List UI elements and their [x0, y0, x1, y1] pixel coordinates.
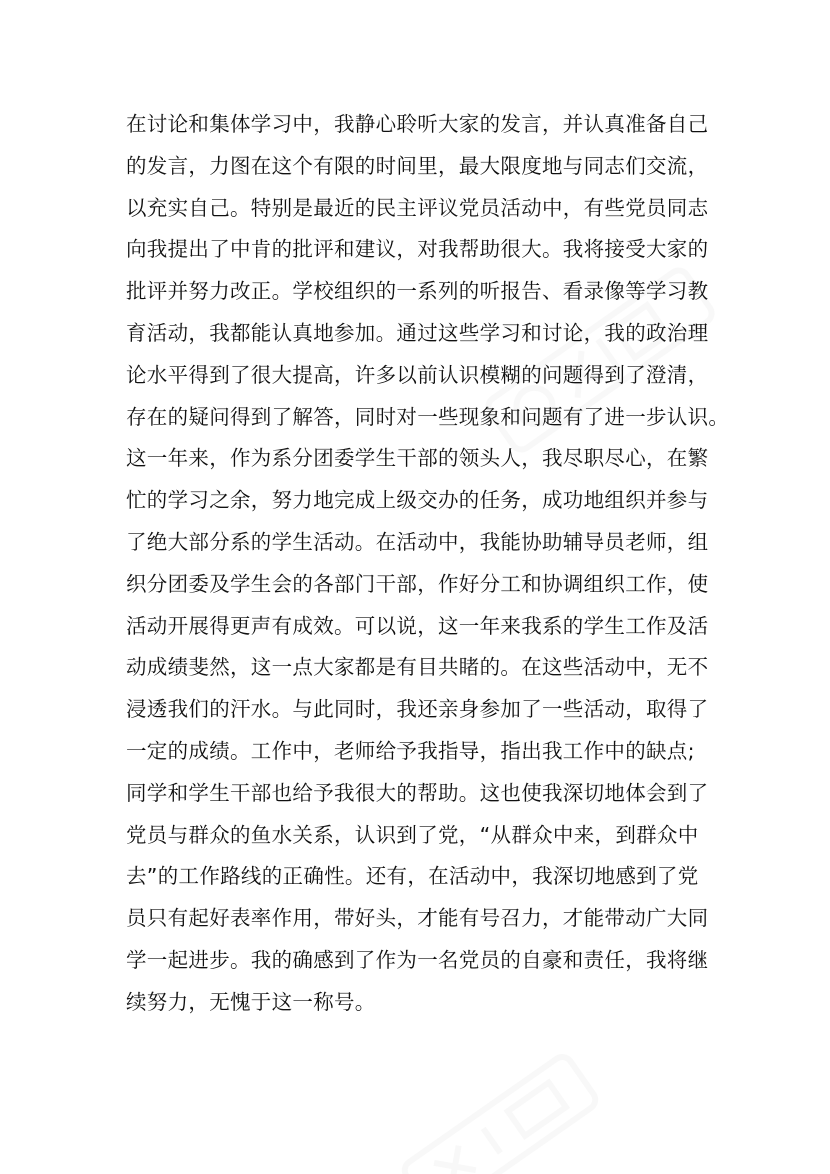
text-line: 在讨论和集体学习中，我静心聆听大家的发言，并认真准备自己	[126, 112, 709, 136]
text-line: 存在的疑问得到了解答，同时对一些现象和问题有了进一步认识。	[126, 404, 730, 429]
text-line: 党员与群众的鱼水关系，认识到了党，“从群众中来，到群众中	[126, 822, 699, 847]
text-line: 员只有起好表率作用，带好头，才能有号召力，才能带动广大同	[126, 906, 709, 931]
text-line: 了绝大部分系的学生活动。在活动中，我能协助辅导员老师，组	[126, 529, 709, 554]
text-line: 活动开展得更声有成效。可以说，这一年来我系的学生工作及活	[126, 613, 709, 638]
text-line: 动成绩斐然，这一点大家都是有目共睹的。在这些活动中，无不	[126, 655, 709, 680]
text-line: 论水平得到了很大提高，许多以前认识模糊的问题得到了澄清，	[126, 362, 709, 387]
text-line: 向我提出了中肯的批评和建议，对我帮助很大。我将接受大家的	[126, 237, 709, 262]
text-line: 这一年来，作为系分团委学生干部的领头人，我尽职尽心，在繁	[126, 446, 709, 471]
text-line: 育活动，我都能认真地参加。通过这些学习和讨论，我的政治理	[126, 320, 709, 345]
text-line: 织分团委及学生会的各部门干部，作好分工和协调组织工作，使	[126, 571, 709, 596]
text-line: 的发言，力图在这个有限的时间里，最大限度地与同志们交流，	[126, 153, 709, 178]
text-line: 浸透我们的汗水。与此同时，我还亲身参加了一些活动，取得了	[126, 697, 709, 722]
text-line: 忙的学习之余，努力地完成上级交办的任务，成功地组织并参与	[126, 488, 709, 513]
text-line: 批评并努力改正。学校组织的一系列的听报告、看录像等学习教	[126, 279, 709, 304]
text-line: 以充实自己。特别是最近的民主评议党员活动中，有些党员同志	[126, 195, 709, 220]
watermark-logo-bottom-icon	[378, 1027, 621, 1174]
text-line: 去”的工作路线的正确性。还有，在活动中，我深切地感到了党	[126, 864, 699, 889]
text-line: 学一起进步。我的确感到了作为一名党员的自豪和责任，我将继	[126, 947, 709, 972]
body-paragraph	[126, 104, 736, 1024]
text-line: 一定的成绩。工作中，老师给予我指导，指出我工作中的缺点;	[126, 738, 695, 763]
text-line: 续努力，无愧于这一称号。	[126, 989, 376, 1014]
text-line: 同学和学生干部也给予我很大的帮助。这也使我深切地体会到了	[126, 780, 709, 805]
